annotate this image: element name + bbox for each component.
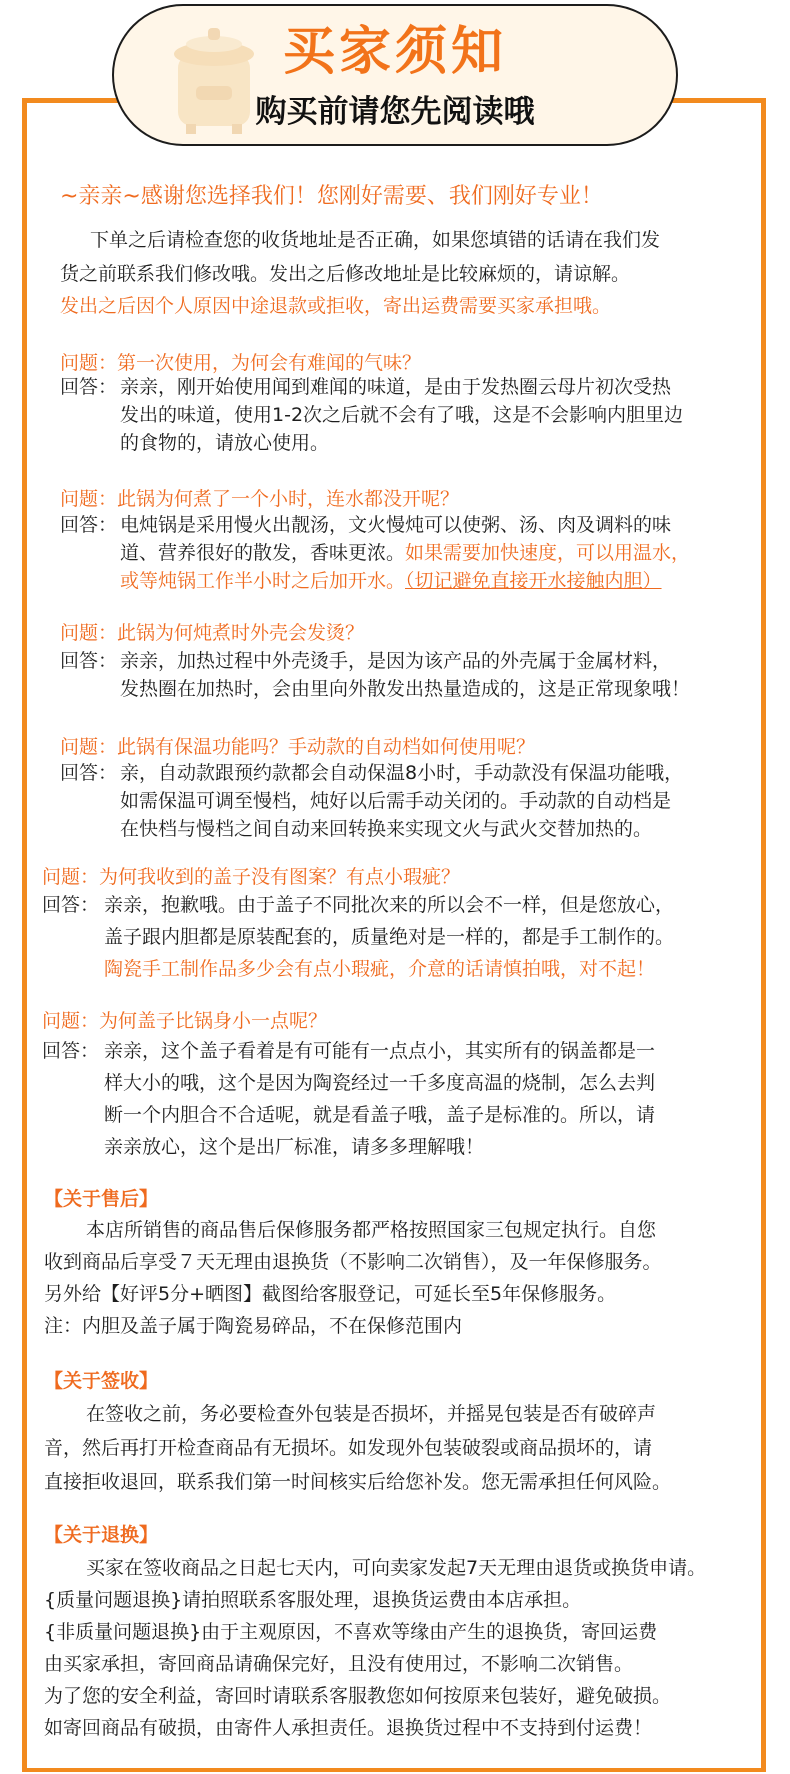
returns-line: {非质量问题退换}由于主观原因，不喜欢等缘由产生的退换货，寄回运费 <box>44 1621 658 1643</box>
answer-line: 发热圈在加热时，会由里向外散发出热量造成的，这是正常现象哦！ <box>120 678 691 700</box>
page-title: 买家须知 <box>282 22 507 82</box>
faq-answer <box>60 760 770 845</box>
faq-answer <box>60 648 770 706</box>
speed-tip: 如果需要加快速度，可以用温水， <box>405 542 691 564</box>
after-sales-line: 注：内胆及盖子属于陶瓷易碎品，不在保修范围内 <box>44 1315 463 1337</box>
answer-line: 亲亲，抱歉哦。由于盖子不同批次来的所以会不一样，但是您放心， <box>104 894 675 916</box>
intro-warning: 发出之后因个人原因中途退款或拒收，寄出运费需要买家承担哦。 <box>60 295 612 317</box>
receipt-line: 音，然后再打开检查商品有无损坏。如发现外包装破裂或商品损坏的，请 <box>44 1437 653 1459</box>
answer-line: 的食物的，请放心使用。 <box>120 432 330 454</box>
faq-answer <box>60 512 770 597</box>
answer-line: 亲，自动款跟预约款都会自动保温8小时，手动款没有保温功能哦， <box>120 762 684 784</box>
answer-label: 回答： <box>60 650 118 672</box>
section-title-returns: 【关于退换】 <box>44 1524 159 1546</box>
header-banner <box>112 4 678 146</box>
answer-line: 发出的味道，使用1-2次之后就不会有了哦，这是不会影响内胆里边 <box>120 404 684 426</box>
answer-line: 亲亲放心，这个是出厂标准，请多多理解哦！ <box>104 1136 485 1158</box>
answer-label: 回答： <box>60 762 118 784</box>
after-sales-line: 另外给【好评5分+晒图】截图给客服登记，可延长至5年保修服务。 <box>44 1283 617 1305</box>
answer-warning: 陶瓷手工制作品多少会有点小瑕疵，介意的话请慎拍哦，对不起！ <box>104 958 656 980</box>
faq-question: 问题：第一次使用，为何会有难闻的气味？ <box>60 352 422 374</box>
receipt-line: 直接拒收退回，联系我们第一时间核实后给您补发。您无需承担任何风险。 <box>44 1471 672 1493</box>
after-sales-line: 本店所销售的商品售后保修服务都严格按照国家三包规定执行。自您 <box>86 1219 657 1241</box>
answer-line <box>120 568 662 595</box>
returns-line: 买家在签收商品之日起七天内，可向卖家发起7天无理由退货或换货申请。 <box>86 1557 707 1579</box>
returns-line: {质量问题退换}请拍照联系客服处理，退换货运费由本店承担。 <box>44 1589 582 1611</box>
answer-label: 回答： <box>42 894 100 916</box>
answer-line: 盖子跟内胆都是原装配套的，质量绝对是一样的，都是手工制作的。 <box>104 926 675 948</box>
after-sales-line: 收到商品后享受７天无理由退换货（不影响二次销售），及一年保修服务。 <box>44 1251 662 1273</box>
intro-line: 货之前联系我们修改哦。发出之后修改地址是比较麻烦的，请谅解。 <box>60 263 631 285</box>
answer-line: 断一个内胆合不合适呢，就是看盖子哦，盖子是标准的。所以，请 <box>104 1104 656 1126</box>
speed-tip-cont: 或等炖锅工作半小时之后加开水。 <box>120 570 406 592</box>
greeting: ~亲亲~感谢您选择我们！您刚好需要、我们刚好专业！ <box>60 184 603 209</box>
answer-label: 回答： <box>60 514 118 536</box>
faq-answer <box>42 1038 772 1168</box>
answer-line: 电炖锅是采用慢火出靓汤，文火慢炖可以使粥、汤、肉及调料的味 <box>120 514 672 536</box>
intro-line: 下单之后请检查您的收货地址是否正确，如果您填错的话请在我们发 <box>90 229 661 251</box>
faq-question: 问题：为何我收到的盖子没有图案？有点小瑕疵？ <box>42 866 461 888</box>
answer-line: 样大小的哦，这个是因为陶瓷经过一千多度高温的烧制，怎么去判 <box>104 1072 656 1094</box>
faq-question: 问题：为何盖子比锅身小一点呢？ <box>42 1010 328 1032</box>
answer-line: 亲亲，加热过程中外壳烫手，是因为该产品的外壳属于金属材料， <box>120 650 672 672</box>
page-subtitle: 购买前请您先阅读哦 <box>255 94 535 130</box>
faq-question: 问题：此锅为何炖煮时外壳会发烫？ <box>60 622 365 644</box>
returns-line: 如寄回商品有破损，由寄件人承担责任。退换货过程中不支持到付运费！ <box>44 1717 653 1739</box>
returns-line: 由买家承担，寄回商品请确保完好，且没有使用过，不影响二次销售。 <box>44 1653 634 1675</box>
faq-question: 问题：此锅为何煮了一个小时，连水都没开呢？ <box>60 488 460 510</box>
faq-answer <box>60 374 760 459</box>
answer-line: 道、营养很好的散发，香味更浓。如果需要加快速度，可以用温水， <box>120 542 691 564</box>
answer-label: 回答： <box>42 1040 100 1062</box>
faq-question: 问题：此锅有保温功能吗？手动款的自动档如何使用呢？ <box>60 736 536 758</box>
section-title-after-sales: 【关于售后】 <box>44 1188 159 1210</box>
safety-note: （切记避免直接开水接触内胆） <box>405 570 662 592</box>
answer-line: 亲亲，这个盖子看着是有可能有一点点小，其实所有的锅盖都是一 <box>104 1040 656 1062</box>
receipt-line: 在签收之前，务必要检查外包装是否损坏，并摇晃包装是否有破碎声 <box>86 1403 657 1425</box>
answer-line: 在快档与慢档之间自动来回转换来实现文火与武火交替加热的。 <box>120 818 653 840</box>
returns-line: 为了您的安全利益，寄回时请联系客服教您如何按原来包装好，避免破损。 <box>44 1685 672 1707</box>
answer-line: 亲亲，刚开始使用闻到难闻的味道，是由于发热圈云母片初次受热 <box>120 376 672 398</box>
section-title-receipt: 【关于签收】 <box>44 1370 159 1392</box>
answer-line: 如需保温可调至慢档，炖好以后需手动关闭的。手动款的自动档是 <box>120 790 672 812</box>
answer-label: 回答： <box>60 376 118 398</box>
faq-answer <box>42 892 772 987</box>
